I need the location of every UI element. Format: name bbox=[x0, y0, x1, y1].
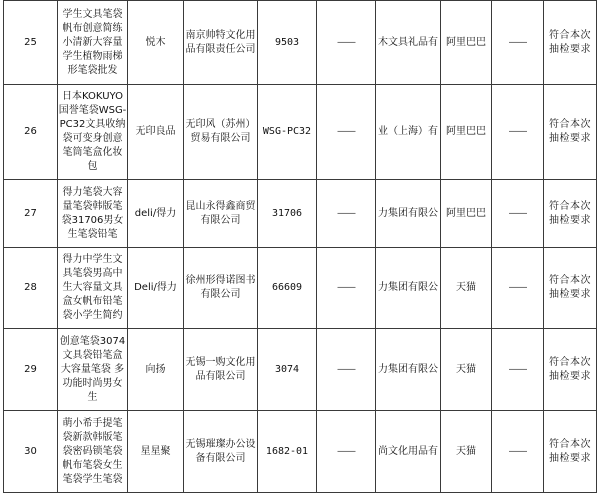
brand: deli/得力 bbox=[128, 180, 184, 248]
platform: 天猫 bbox=[441, 248, 492, 329]
brand: 无印良品 bbox=[128, 85, 184, 180]
seller-name-text: 力集团有限公 bbox=[378, 363, 438, 375]
empty-dash: —— bbox=[492, 329, 544, 411]
row-number: 29 bbox=[4, 329, 58, 411]
seller-name bbox=[376, 1, 441, 85]
product-name: 得力中学生文具笔袋男高中生大容量文具盒女帆布铅笔袋小学生简约 bbox=[58, 248, 128, 329]
empty-dash: —— bbox=[317, 248, 376, 329]
empty-dash: —— bbox=[317, 1, 376, 85]
platform: 天猫 bbox=[441, 329, 492, 411]
model-number: 3074 bbox=[258, 329, 317, 411]
seller-name-text: 木文具礼品有 bbox=[378, 36, 438, 48]
seller-name-text: 尚文化用品有 bbox=[378, 445, 438, 457]
table-row bbox=[4, 180, 597, 248]
inspection-result: 符合本次抽检要求 bbox=[544, 411, 597, 493]
seller-name-text: 力集团有限公 bbox=[378, 207, 438, 219]
table-row bbox=[4, 248, 597, 329]
row-number: 27 bbox=[4, 180, 58, 248]
product-name: 得力笔袋大容量笔袋韩版笔袋31706男女生笔袋铅笔 bbox=[58, 180, 128, 248]
row-number: 30 bbox=[4, 411, 58, 493]
company-name: 南京帅特文化用品有限责任公司 bbox=[184, 1, 258, 85]
table-row bbox=[4, 329, 597, 411]
model-number: WSG-PC32 bbox=[258, 85, 317, 180]
seller-name bbox=[376, 180, 441, 248]
empty-dash: —— bbox=[492, 1, 544, 85]
seller-name bbox=[376, 411, 441, 493]
platform: 阿里巴巴 bbox=[441, 85, 492, 180]
company-name: 徐州形得诺图书有限公司 bbox=[184, 248, 258, 329]
brand: 悦木 bbox=[128, 1, 184, 85]
seller-name bbox=[376, 329, 441, 411]
empty-dash: —— bbox=[492, 411, 544, 493]
company-name: 无锡一购文化用品有限公司 bbox=[184, 329, 258, 411]
inspection-result: 符合本次抽检要求 bbox=[544, 329, 597, 411]
seller-name-text: 业（上海）有 bbox=[378, 126, 438, 137]
table-row bbox=[4, 411, 597, 493]
company-name: 昆山永得鑫商贸有限公司 bbox=[184, 180, 258, 248]
product-name: 日本KOKUYO国誉笔袋WSG-PC32文具收纳袋可变身创意笔筒笔盒化妆包 bbox=[58, 85, 128, 180]
empty-dash: —— bbox=[317, 180, 376, 248]
empty-dash: —— bbox=[317, 85, 376, 180]
inspection-results-table bbox=[3, 0, 597, 493]
empty-dash: —— bbox=[492, 180, 544, 248]
model-number: 31706 bbox=[258, 180, 317, 248]
platform: 阿里巴巴 bbox=[441, 1, 492, 85]
inspection-result: 符合本次抽检要求 bbox=[544, 248, 597, 329]
product-name: 萌小希手提笔袋新款韩版笔袋密码锁笔袋帆布笔袋女生笔袋学生笔袋 bbox=[58, 411, 128, 493]
brand: 星星聚 bbox=[128, 411, 184, 493]
empty-dash: —— bbox=[317, 411, 376, 493]
product-name: 创意笔袋3074文具袋铅笔盒大容量笔袋 多功能时尚男女生 bbox=[58, 329, 128, 411]
table-row bbox=[4, 85, 597, 180]
inspection-result: 符合本次抽检要求 bbox=[544, 1, 597, 85]
inspection-result: 符合本次抽检要求 bbox=[544, 85, 597, 180]
seller-name-text: 力集团有限公 bbox=[378, 282, 438, 293]
model-number: 9503 bbox=[258, 1, 317, 85]
product-name: 学生文具笔袋帆布创意简练小清新大容量学生植物雨梯形笔袋批发 bbox=[58, 1, 128, 85]
company-name: 无锡璀璨办公设备有限公司 bbox=[184, 411, 258, 493]
inspection-result: 符合本次抽检要求 bbox=[544, 180, 597, 248]
model-number: 1682-01 bbox=[258, 411, 317, 493]
row-number: 28 bbox=[4, 248, 58, 329]
empty-dash: —— bbox=[492, 248, 544, 329]
platform: 天猫 bbox=[441, 411, 492, 493]
platform: 阿里巴巴 bbox=[441, 180, 492, 248]
row-number: 26 bbox=[4, 85, 58, 180]
empty-dash: —— bbox=[317, 329, 376, 411]
empty-dash: —— bbox=[492, 85, 544, 180]
row-number: 25 bbox=[4, 1, 58, 85]
seller-name bbox=[376, 85, 441, 180]
brand: Deli/得力 bbox=[128, 248, 184, 329]
brand: 向扬 bbox=[128, 329, 184, 411]
table-row bbox=[4, 1, 597, 85]
model-number: 66609 bbox=[258, 248, 317, 329]
seller-name bbox=[376, 248, 441, 329]
company-name: 无印风（苏州）贸易有限公司 bbox=[184, 85, 258, 180]
